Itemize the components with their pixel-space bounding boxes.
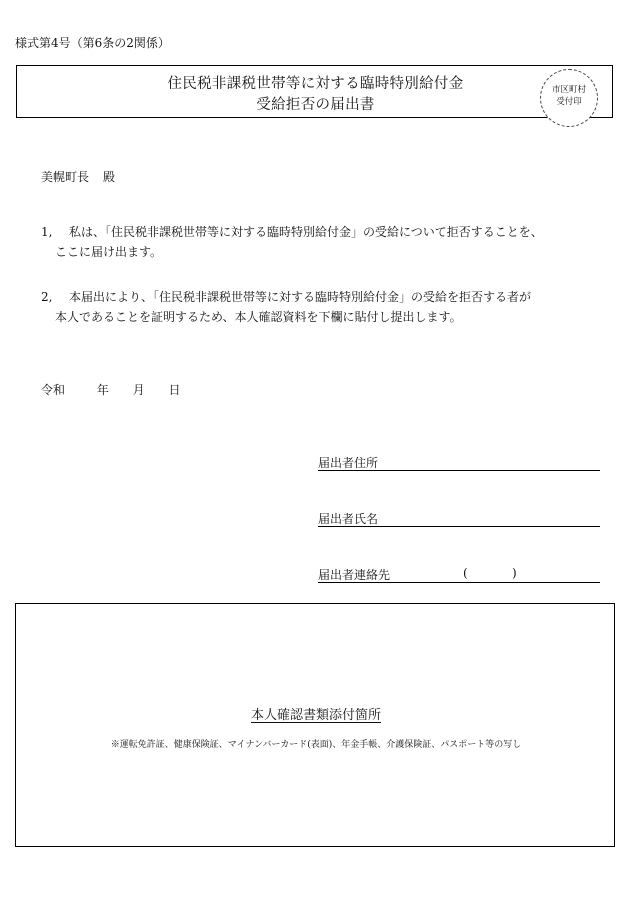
date-era: 令和 <box>41 383 66 397</box>
date-month: 月 <box>132 383 145 397</box>
address-field[interactable] <box>318 454 600 471</box>
paragraph-1 <box>41 222 601 262</box>
addressee <box>41 168 115 185</box>
addressee-name: 美幌町長 <box>41 170 90 184</box>
form-number: 様式第4号（第6条の2関係） <box>15 36 170 50</box>
paragraph-2-line-1: 本届出により、「住民税非課税世帯等に対する臨時特別給付金」の受給を拒否する者が <box>69 290 532 304</box>
contact-paren-close: ) <box>512 566 517 580</box>
paragraph-2 <box>41 287 601 327</box>
paragraph-1-number: 1, <box>41 225 53 239</box>
paragraph-1-line-1: 私は、「住民税非課税世帯等に対する臨時特別給付金」の受給について拒否することを、 <box>69 225 543 239</box>
stamp-line-2: 受付印 <box>556 97 582 107</box>
id-document-box <box>15 603 615 847</box>
address-label: 届出者住所 <box>318 456 379 470</box>
id-section-title: 本人確認書類添付箇所 <box>250 708 381 723</box>
paragraph-1-line-2: ここに届け出ます。 <box>55 245 163 259</box>
name-field[interactable] <box>318 510 600 527</box>
contact-field[interactable] <box>318 566 600 583</box>
contact-label: 届出者連絡先 <box>318 568 391 582</box>
title-box <box>16 65 613 118</box>
date-day: 日 <box>168 383 181 397</box>
reception-stamp <box>540 69 598 127</box>
id-section-title-wrap <box>16 704 616 723</box>
name-label: 届出者氏名 <box>318 512 379 526</box>
addressee-honorific: 殿 <box>103 170 116 184</box>
date-line <box>41 381 201 398</box>
date-year: 年 <box>96 383 109 397</box>
id-section-note: ※運転免許証、健康保険証、マイナンバーカード(表面)、年金手帳、介護保険証、パスポート等の写し <box>110 740 522 750</box>
paragraph-2-line-2: 本人であることを証明するため、本人確認資料を下欄に貼付し提出します。 <box>55 310 462 324</box>
paragraph-2-number: 2, <box>41 290 53 304</box>
contact-paren-open: ( <box>463 566 468 580</box>
title-line-1: 住民税非課税世帯等に対する臨時特別給付金 <box>167 76 464 92</box>
title-line-2: 受給拒否の届出書 <box>256 97 375 113</box>
stamp-line-1: 市区町村 <box>551 85 586 95</box>
